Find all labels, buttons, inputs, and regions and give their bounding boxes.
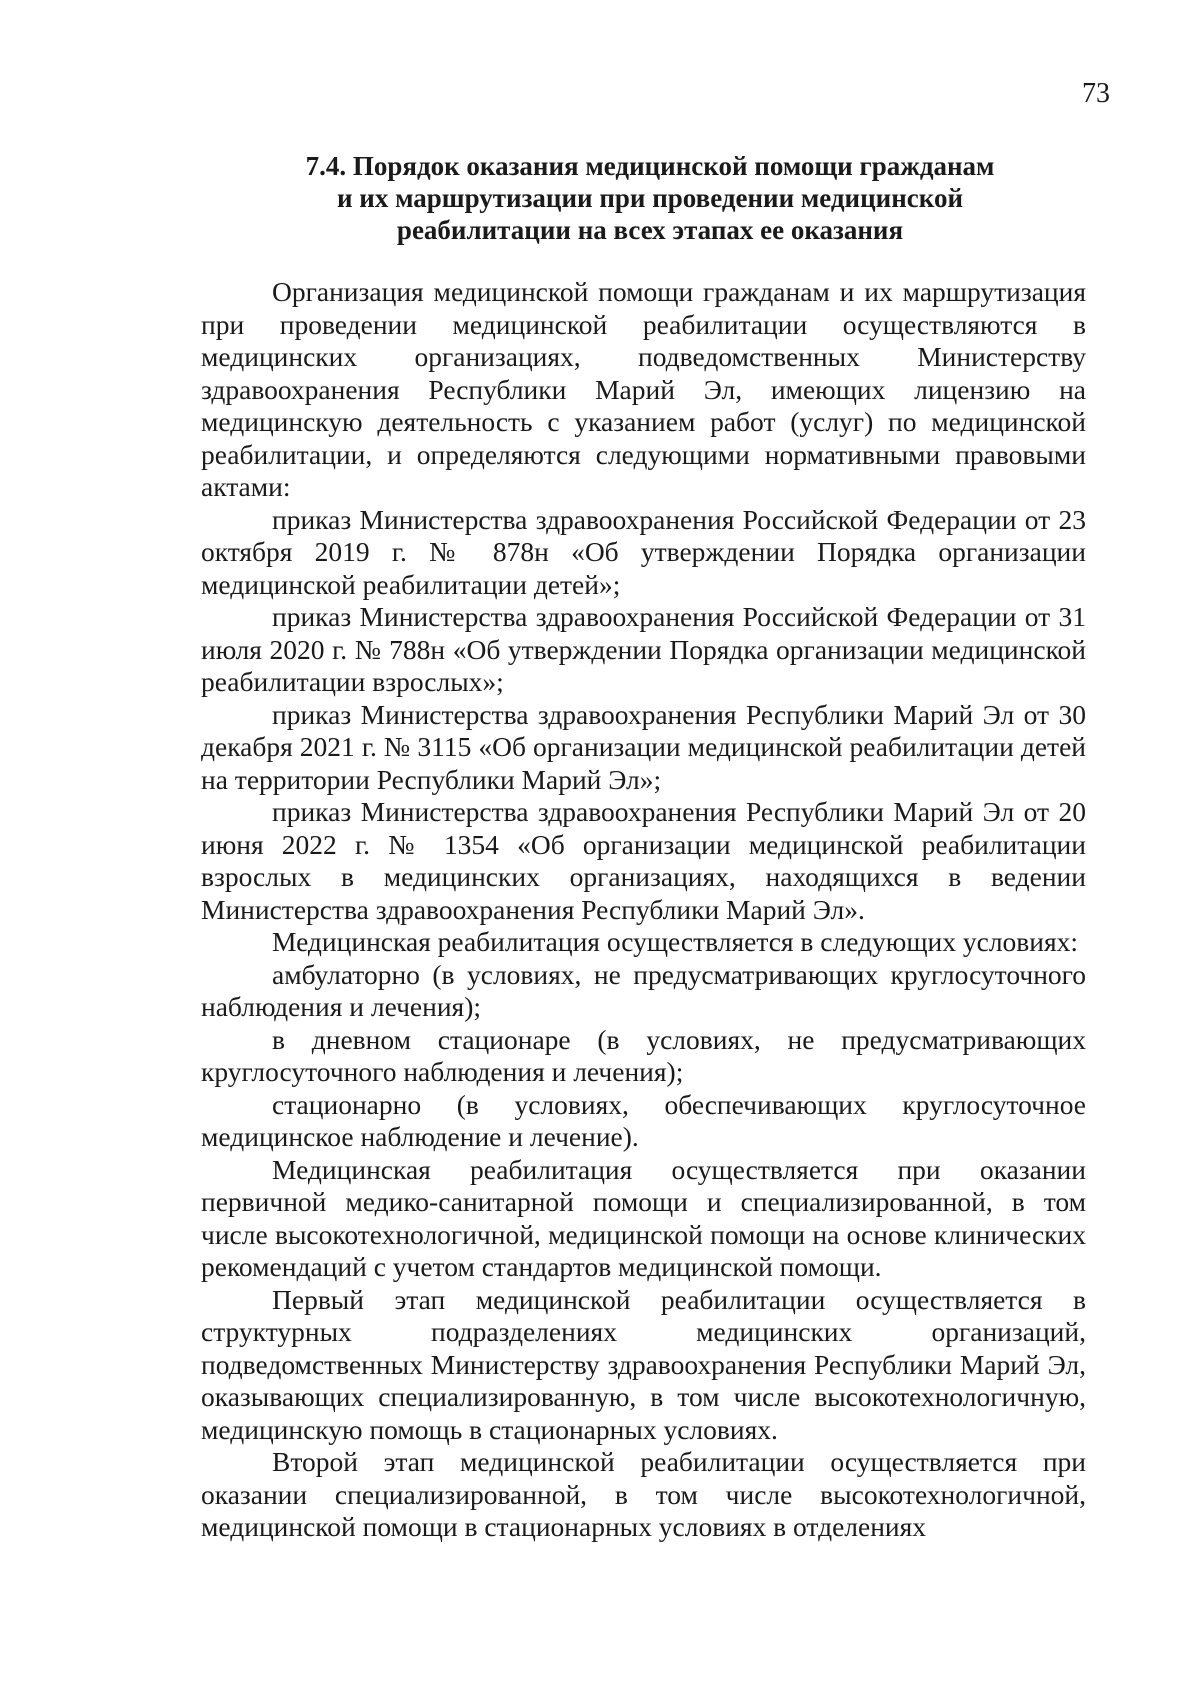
paragraph: амбулаторно (в условиях, не предусматривающих круглосуточного наблюдения и лечения); (201, 958, 1086, 1022)
paragraph: приказ Министерства здравоохранения Республики Марий Эл от 30 декабря 2021 г. № 3115 «Об организации медицинской реабилитации детей на территории Республики Марий Эл»; (201, 698, 1086, 795)
section-heading (200, 150, 1100, 246)
paragraph: приказ Министерства здравоохранения Республики Марий Эл от 20 июня 2022 г. № 1354 «Об организации медицинской реабилитации взрослых в медицинских организациях, находящихся в ведении Министерства здравоохранения Республики Марий Эл». (201, 796, 1086, 925)
paragraph: в дневном стационаре (в условиях, не предусматривающих круглосуточного наблюдения и лечения); (201, 1023, 1086, 1087)
heading-line: и их маршрутизации при проведении медицинской (336, 183, 964, 213)
paragraph: Организация медицинской помощи гражданам и их маршрутизация при проведении медицинской реабилитации осуществляются в медицинских организациях, подведомственных Министерству здравоохранения Республики Марий Эл, имеющих лицензию на медицинскую деятельность с указанием работ (услуг) по медицинской реабилитации, и определяются следующими нормативными правовыми актами: (201, 276, 1086, 502)
paragraph: стационарно (в условиях, обеспечивающих круглосуточное медицинское наблюдение и лечение). (201, 1088, 1086, 1152)
paragraph: Медицинская реабилитация осуществляется в следующих условиях: (272, 926, 1079, 957)
body-text (201, 276, 1086, 1544)
paragraph: Первый этап медицинской реабилитации осуществляется в структурных подразделениях медицинских организаций, подведомственных Министерству здравоохранения Республики Марий Эл, оказывающих специализированную, в том числе высокотехнологичную, медицинскую помощь в стационарных условиях. (201, 1283, 1086, 1445)
paragraph: приказ Министерства здравоохранения Российской Федерации от 23 октября 2019 г. № 878н «Об утверждении Порядка организации медицинской реабилитации детей»; (201, 503, 1086, 600)
paragraph: приказ Министерства здравоохранения Российской Федерации от 31 июля 2020 г. № 788н «Об утверждении Порядка организации медицинской реабилитации взрослых»; (201, 601, 1086, 697)
heading-line: 7.4. Порядок оказания медицинской помощи гражданам (305, 151, 995, 181)
paragraph: Медицинская реабилитация осуществляется при оказании первичной медико-санитарной помощи и специализированной, в том числе высокотехнологичной, медицинской помощи на основе клинических рекомендаций с учетом стандартов медицинской помощи. (201, 1153, 1086, 1282)
page-number: 73 (1082, 78, 1110, 109)
heading-line: реабилитации на всех этапах ее оказания (396, 215, 904, 245)
paragraph: Второй этап медицинской реабилитации осуществляется при оказании специализированной, в том числе высокотехнологичной, медицинской помощи в стационарных условиях в отделениях (201, 1446, 1086, 1542)
